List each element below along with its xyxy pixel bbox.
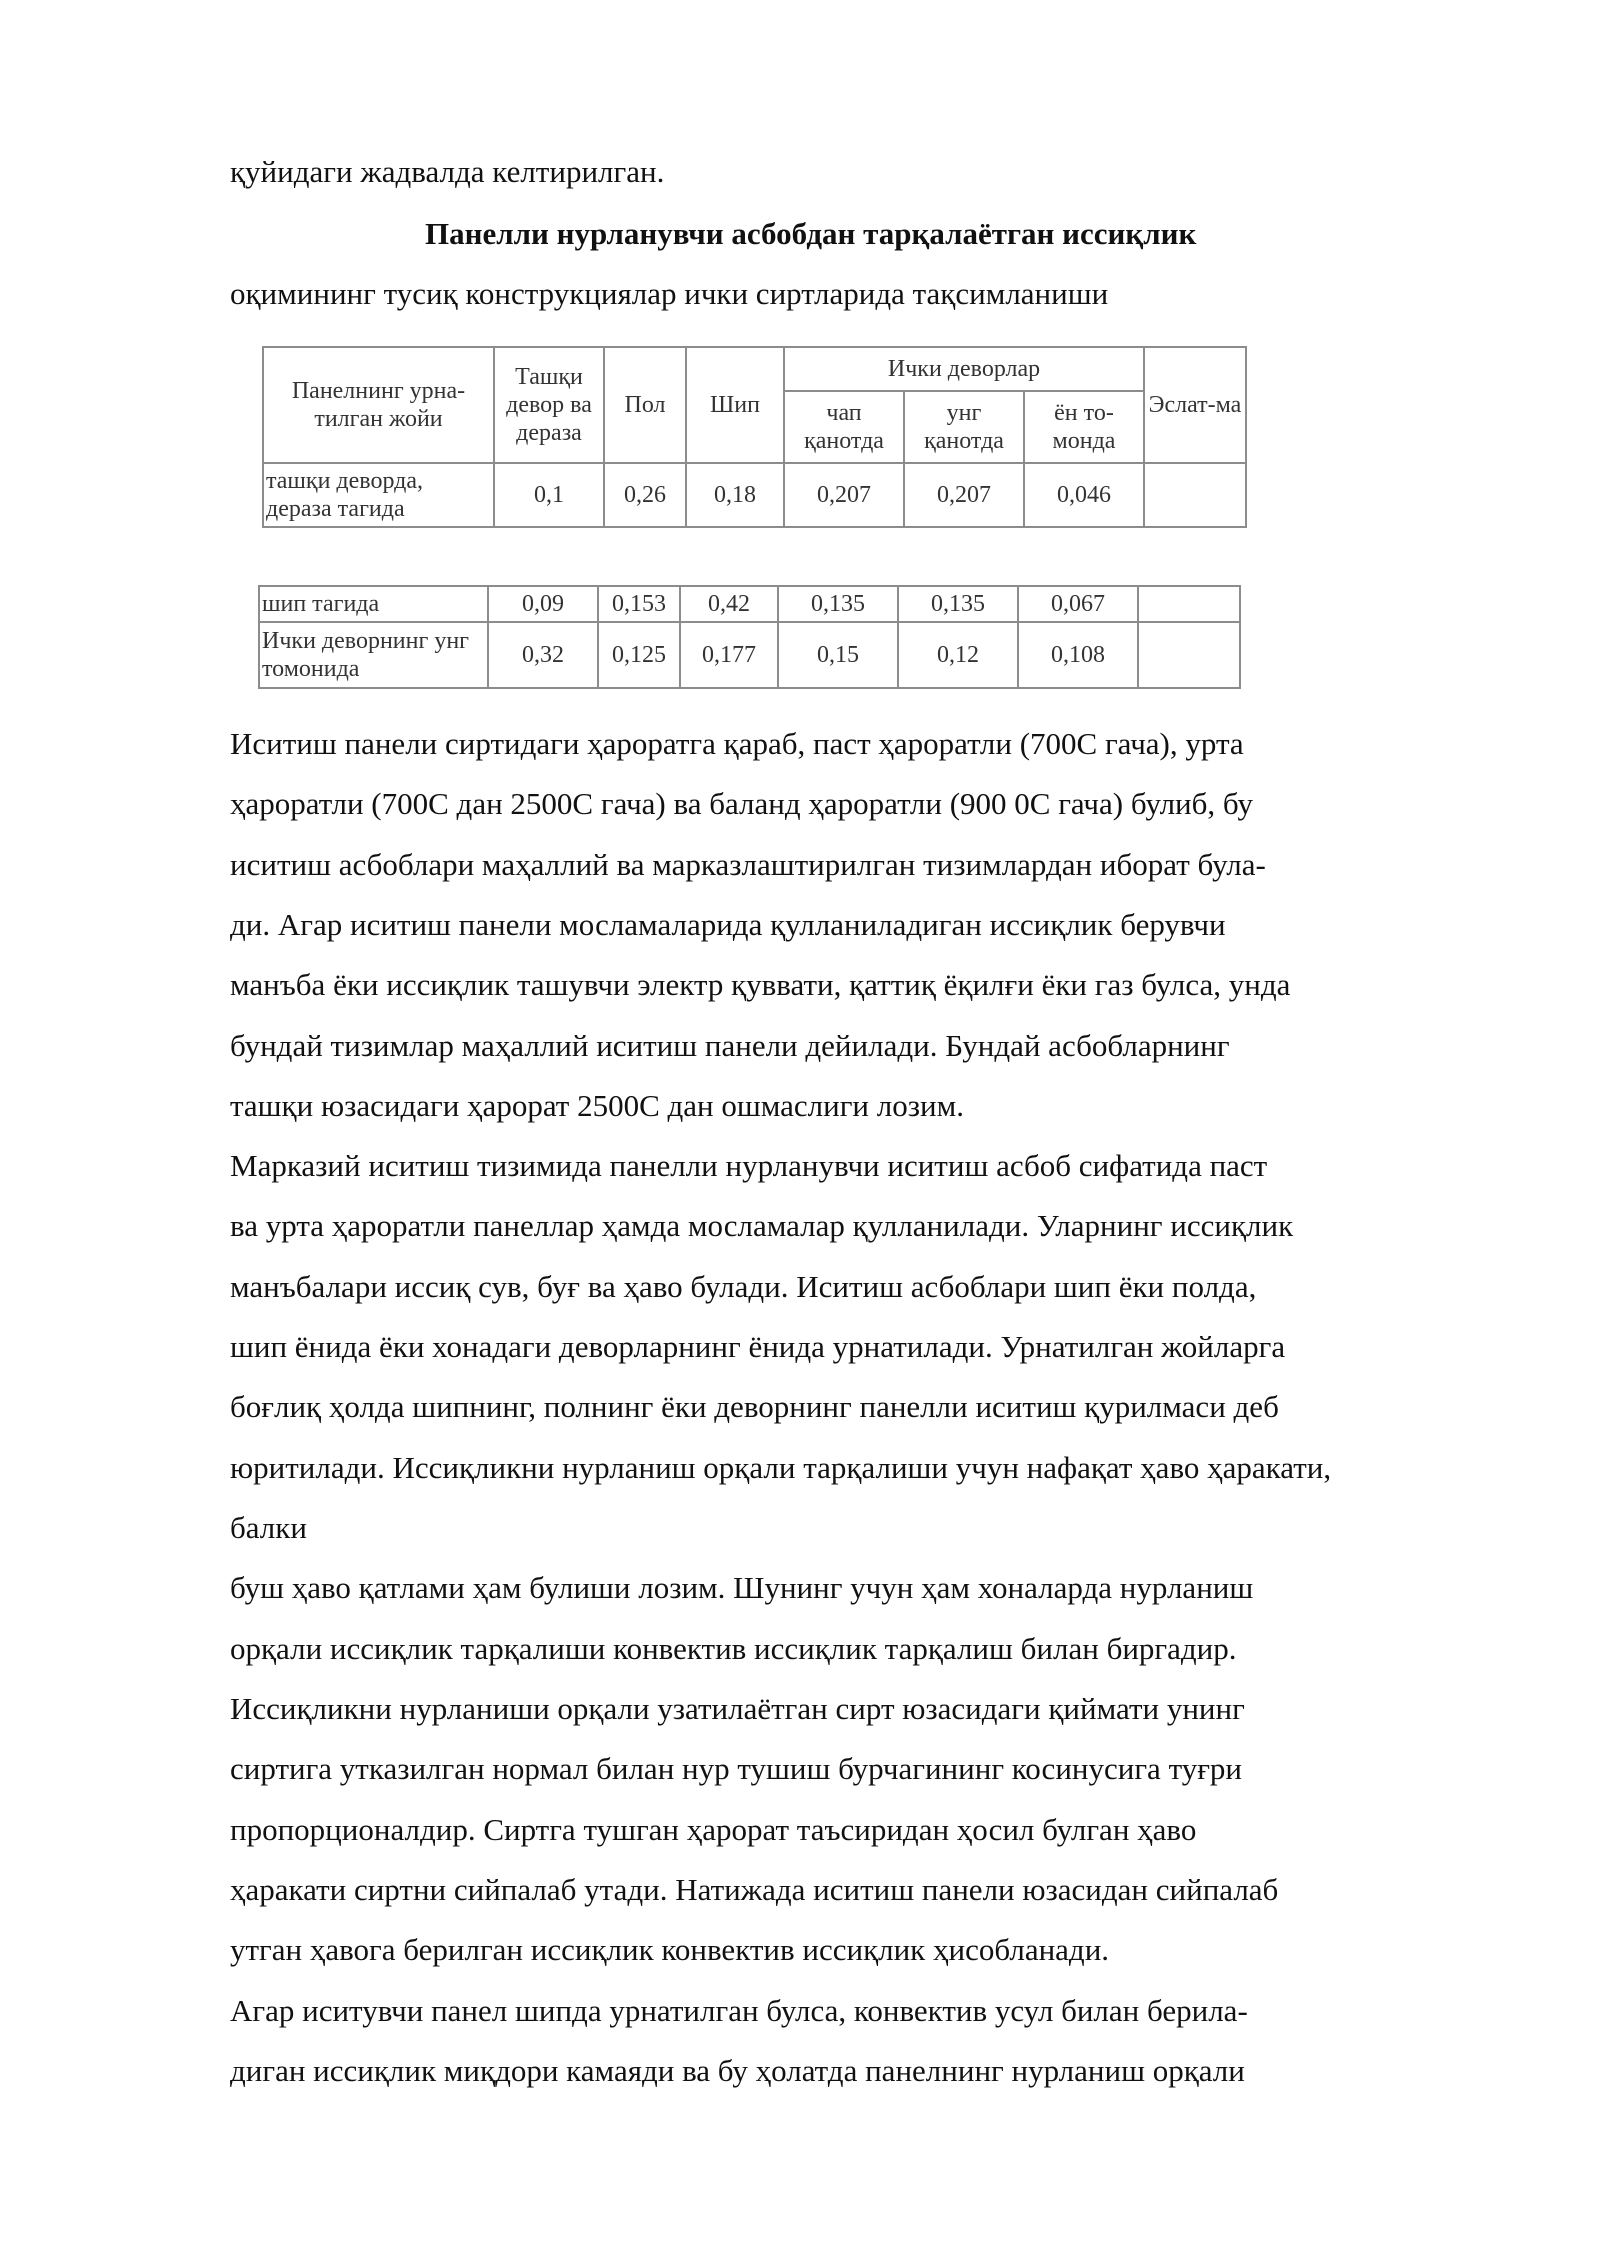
body-line: боғлиқ ҳолда шипнинг, полнинг ёки деворнинг панелли иситиш қурилмаси деб xyxy=(230,1389,1279,1424)
heat-distribution-table-bottom xyxy=(258,585,1241,689)
table-cell: 0,12 xyxy=(898,622,1018,688)
table-cell: 0,26 xyxy=(604,463,686,527)
body-line: манъбалари иссиқ сув, буғ ва ҳаво булади. Иситиш асбоблари шип ёки полда, xyxy=(230,1269,1257,1304)
table-row xyxy=(259,586,1240,622)
header-floor: Пол xyxy=(604,347,686,463)
body-line: Марказий иситиш тизимида панелли нурланувчи иситиш асбоб сифатида паст xyxy=(230,1148,1268,1183)
heat-distribution-table-top xyxy=(262,346,1247,528)
intro-line: қуйидаги жадвалда келтирилган. xyxy=(230,154,665,189)
body-line: Агар иситувчи панел шипда урнатилган булса, конвектив усул билан берила- xyxy=(230,1993,1248,2028)
header-location: Панелнинг урна-тилган жойи xyxy=(263,347,494,463)
row-label: шип тагида xyxy=(259,586,488,622)
body-line: манъба ёки иссиқлик ташувчи электр қуввати, қаттиқ ёқилғи ёки газ булса, унда xyxy=(230,967,1291,1002)
table-cell xyxy=(1138,586,1240,622)
table-cell: 0,046 xyxy=(1024,463,1144,527)
body-line: бундай тизимлар маҳаллий иситиш панели дейилади. Бундай асбобларнинг xyxy=(230,1028,1230,1063)
body-line: ва урта ҳароратли панеллар ҳамда мосламалар қулланилади. Уларнинг иссиқлик xyxy=(230,1208,1294,1243)
header-front-side: ён то-монда xyxy=(1024,391,1144,463)
row-label: ташқи деворда, дераза тагида xyxy=(263,463,494,527)
table-cell: 0,067 xyxy=(1018,586,1138,622)
header-inner-walls: Ички деворлар xyxy=(784,347,1144,391)
header-note: Эслат-ма xyxy=(1144,347,1246,463)
header-ceiling: Шип xyxy=(686,347,784,463)
table-cell: 0,09 xyxy=(488,586,598,622)
body-line: ҳаракати сиртни сийпалаб утади. Натижада иситиш панели юзасидан сийпалаб xyxy=(230,1872,1279,1907)
body-line: ҳароратли (700С дан 2500С гача) ва баланд ҳароратли (900 0С гача) булиб, бу xyxy=(230,786,1253,821)
body-line: ди. Агар иситиш панели мосламаларида қулланиладиган иссиқлик берувчи xyxy=(230,907,1226,942)
body-line: иситиш асбоблари маҳаллий ва марказлаштирилган тизимлардан иборат була- xyxy=(230,847,1266,882)
body-line: юритилади. Иссиқликни нурланиш орқали тарқалиши учун нафақат ҳаво ҳаракати, xyxy=(230,1450,1332,1485)
table-cell: 0,135 xyxy=(898,586,1018,622)
table-cell xyxy=(1138,622,1240,688)
table-cell: 0,18 xyxy=(686,463,784,527)
body-line: пропорционалдир. Сиртга тушган ҳарорат таъсиридан ҳосил булган ҳаво xyxy=(230,1812,1197,1847)
table-cell: 0,42 xyxy=(680,586,778,622)
body-line: Иситиш панели сиртидаги ҳароратга қараб, паст ҳароратли (700С гача), урта xyxy=(230,726,1244,761)
table-cell: 0,125 xyxy=(598,622,680,688)
body-line: шип ёнида ёки хонадаги деворларнинг ёнида урнатилади. Урнатилган жойларга xyxy=(230,1329,1286,1364)
table-cell: 0,207 xyxy=(904,463,1024,527)
table-cell: 0,135 xyxy=(778,586,898,622)
body-line: Иссиқликни нурланиши орқали узатилаётган сирт юзасидаги қиймати унинг xyxy=(230,1691,1245,1726)
table-title: Панелли нурланувчи асбобдан тарқалаётган иссиқлик xyxy=(425,216,1197,251)
row-label: Ички деворнинг унг томонида xyxy=(259,622,488,688)
body-line: балки xyxy=(230,1510,307,1545)
body-line: орқали иссиқлик тарқалиши конвектив иссиқлик тарқалиш билан биргадир. xyxy=(230,1631,1237,1666)
table-title-continuation: оқимининг тусиқ конструкциялар ички сиртларида тақсимланиши xyxy=(230,276,1109,311)
table-cell: 0,177 xyxy=(680,622,778,688)
body-line: сиртига утказилган нормал билан нур тушиш бурчагининг косинусига туғри xyxy=(230,1751,1243,1786)
table-cell: 0,15 xyxy=(778,622,898,688)
table-row xyxy=(263,463,1246,527)
body-line: буш ҳаво қатлами ҳам булиши лозим. Шунинг учун ҳам хоналарда нурланиш xyxy=(230,1570,1254,1605)
table-cell xyxy=(1144,463,1246,527)
table-cell: 0,1 xyxy=(494,463,604,527)
body-line: утган ҳавога берилган иссиқлик конвектив иссиқлик ҳисобланади. xyxy=(230,1932,1110,1967)
table-cell: 0,32 xyxy=(488,622,598,688)
header-right-wing: унг қанотда xyxy=(904,391,1024,463)
table-row xyxy=(259,622,1240,688)
body-line: диган иссиқлик миқдори камаяди ва бу ҳолатда панелнинг нурланиш орқали xyxy=(230,2053,1245,2088)
header-outer-wall: Ташқи девор ва дераза xyxy=(494,347,604,463)
table-cell: 0,108 xyxy=(1018,622,1138,688)
table-cell: 0,153 xyxy=(598,586,680,622)
header-left-wing: чап қанотда xyxy=(784,391,904,463)
body-line: ташқи юзасидаги ҳарорат 2500С дан ошмаслиги лозим. xyxy=(230,1088,964,1123)
table-cell: 0,207 xyxy=(784,463,904,527)
